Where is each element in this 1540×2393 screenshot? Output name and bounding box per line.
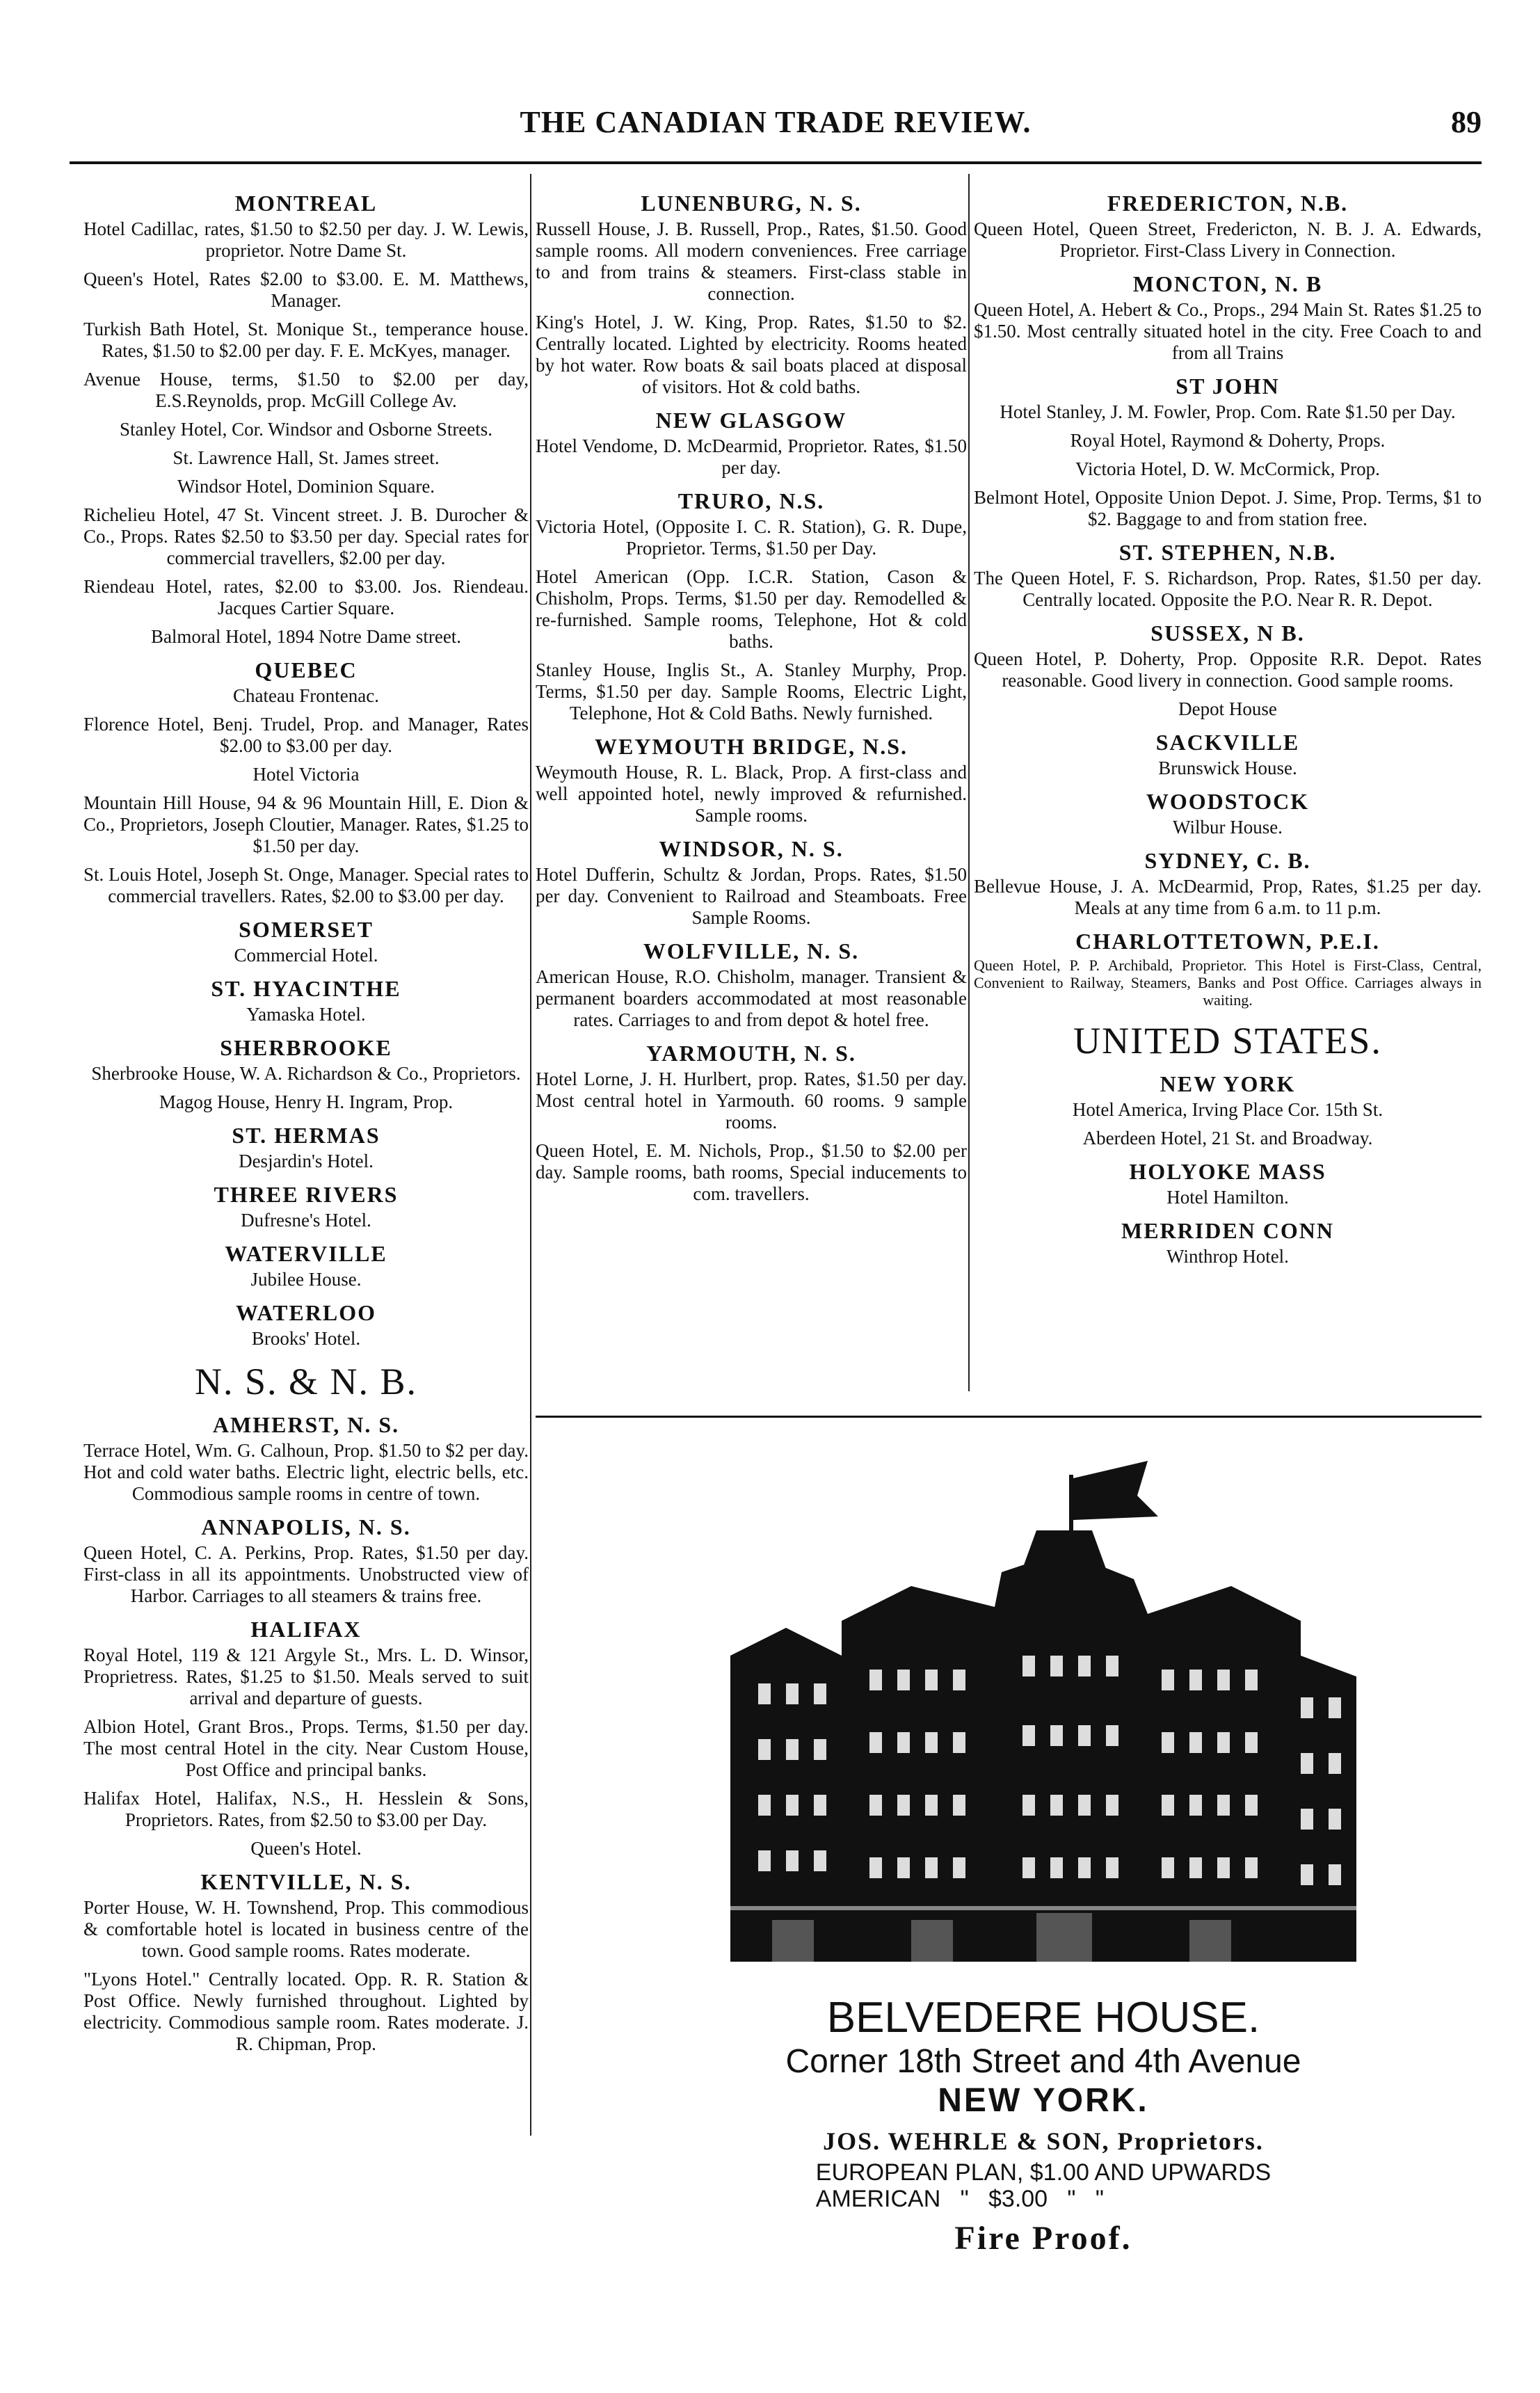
town-heading: ST JOHN — [1176, 374, 1280, 399]
town-heading: THREE RIVERS — [214, 1182, 399, 1207]
hotel-entry: Magog House, Henry H. Ingram, Prop. — [159, 1091, 454, 1112]
town-heading: ANNAPOLIS, N. S. — [201, 1514, 411, 1539]
hotel-entry: Albion Hotel, Grant Bros., Props. Terms, $1.50 per day. The most central Hotel in the city. Near Custom House, Post Office and principal banks. — [83, 1716, 529, 1780]
ad-plans — [816, 2159, 1271, 2212]
hotel-entry: Russell House, J. B. Russell, Prop., Rates, $1.50. Good sample rooms. All modern conveniences. Free carriage to and from trains & steamers. First-class stable in connection. — [536, 218, 967, 304]
hotel-entry: Windsor Hotel, Dominion Square. — [177, 476, 435, 497]
town-heading: YARMOUTH, N. S. — [646, 1041, 856, 1066]
town-heading: SACKVILLE — [1155, 730, 1300, 755]
column-divider-2 — [968, 174, 970, 1391]
hotel-entry: Hotel Cadillac, rates, $1.50 to $2.50 per day. J. W. Lewis, proprietor. Notre Dame St. — [83, 218, 529, 261]
region-heading: UNITED STATES. — [1073, 1020, 1382, 1062]
ad-address: Corner 18th Street and 4th Avenue — [785, 2043, 1301, 2080]
hotel-entry: Hotel Lorne, J. H. Hurlbert, prop. Rates, $1.50 per day. Most central hotel in Yarmouth. 60 rooms. 9 sample rooms. — [536, 1069, 967, 1133]
town-heading: NEW GLASGOW — [655, 408, 847, 433]
town-heading: MONCTON, N. B — [1132, 271, 1323, 296]
town-heading: LUNENBURG, N. S. — [641, 191, 862, 216]
town-heading: WEYMOUTH BRIDGE, N.S. — [594, 734, 908, 759]
town-heading: ST. HYACINTHE — [211, 976, 401, 1001]
town-heading: SHERBROOKE — [220, 1035, 392, 1060]
hotel-entry: Porter House, W. H. Townshend, Prop. This commodious & comfortable hotel is located in business centre of the town. Good sample rooms. Rates moderate. — [83, 1897, 529, 1961]
header-rule — [70, 161, 1482, 164]
ad-plan-american: AMERICAN " $3.00 " " — [815, 2186, 1104, 2212]
hotel-entry: Queen Hotel, P. Doherty, Prop. Opposite R.R. Depot. Rates reasonable. Good livery in connection. Good sample rooms. — [974, 648, 1482, 691]
hotel-entry: Brooks' Hotel. — [251, 1328, 361, 1349]
hotel-entry: Commercial Hotel. — [234, 945, 378, 966]
hotel-entry: Riendeau Hotel, rates, $2.00 to $3.00. Jos. Riendeau. Jacques Cartier Square. — [83, 576, 529, 618]
ad-hotel-name: BELVEDERE HOUSE. — [826, 1994, 1260, 2042]
page-header — [70, 104, 1482, 153]
hotel-entry: Hotel Victoria — [252, 764, 360, 785]
town-heading: QUEBEC — [255, 657, 358, 682]
hotel-entry: Turkish Bath Hotel, St. Monique St., temperance house. Rates, $1.50 to $2.00 per day. F. E. McKyes, manager. — [83, 319, 529, 361]
hotel-entry: Hotel Vendome, D. McDearmid, Proprietor. Rates, $1.50 per day. — [536, 435, 967, 478]
hotel-entry: Royal Hotel, 119 & 121 Argyle St., Mrs. L. D. Winsor, Proprietress. Rates, $1.25 to $1.50. Meals served to suit arrival and departure of guests. — [83, 1644, 529, 1708]
hotel-entry: Richelieu Hotel, 47 St. Vincent street. J. B. Durocher & Co., Props. Rates $2.50 to $3.50 per day. Special rates for commercial travellers, $2.00 per day. — [83, 504, 529, 568]
hotel-entry: Stanley House, Inglis St., A. Stanley Murphy, Prop. Terms, $1.50 per day. Sample Rooms, Electric Light, Telephone, Hot & Cold Baths. Newly furnished. — [536, 659, 967, 723]
hotel-entry: St. Lawrence Hall, St. James street. — [173, 447, 440, 468]
ad-city: NEW YORK. — [938, 2082, 1149, 2119]
hotel-entry: Weymouth House, R. L. Black, Prop. A first-class and well appointed hotel, newly improved & refurnished. Sample rooms. — [536, 762, 967, 826]
hotel-entry: Hotel Dufferin, Schultz & Jordan, Props. Rates, $1.50 per day. Convenient to Railroad and Steamboats. Free Sample Rooms. — [536, 864, 967, 928]
hotel-entry: St. Louis Hotel, Joseph St. Onge, Manager. Special rates to commercial travellers. Rates, $2.00 to $3.00 per day. — [83, 864, 529, 906]
hotel-entry: Sherbrooke House, W. A. Richardson & Co., Proprietors. — [91, 1063, 521, 1084]
town-heading: SOMERSET — [239, 917, 374, 942]
column-middle — [536, 181, 967, 1212]
hotel-entry: Queen Hotel, Queen Street, Fredericton, N. B. J. A. Edwards, Proprietor. First-Class Livery in Connection. — [974, 218, 1482, 261]
column-divider-1 — [530, 174, 531, 2136]
building-engraving — [703, 1447, 1384, 1976]
town-heading: CHARLOTTETOWN, P.E.I. — [1075, 929, 1380, 954]
hotel-entry: Bellevue House, J. A. McDearmid, Prop, Rates, $1.25 per day. Meals at any time from 6 a.m. to 11 p.m. — [974, 876, 1482, 918]
town-heading: NEW YORK — [1160, 1071, 1296, 1096]
hotel-entry: Mountain Hill House, 94 & 96 Mountain Hill, E. Dion & Co., Proprietors, Joseph Cloutier, Manager. Rates, $1.25 to $1.50 per day. — [83, 792, 529, 856]
hotel-entry: Hotel Stanley, J. M. Fowler, Prop. Com. Rate $1.50 per Day. — [1000, 401, 1456, 422]
hotel-entry: Hotel America, Irving Place Cor. 15th St. — [1072, 1099, 1383, 1120]
town-heading: MERRIDEN CONN — [1121, 1218, 1334, 1243]
hotel-entry: Queen's Hotel, Rates $2.00 to $3.00. E. M. Matthews, Manager. — [83, 269, 529, 311]
hotel-entry: Florence Hotel, Benj. Trudel, Prop. and Manager, Rates $2.00 to $3.00 per day. — [83, 714, 529, 756]
town-heading: SUSSEX, N B. — [1150, 621, 1305, 646]
town-heading: HALIFAX — [250, 1617, 362, 1642]
hotel-entry: Victoria Hotel, (Opposite I. C. R. Station), G. R. Dupe, Proprietor. Terms, $1.50 per Day. — [536, 516, 967, 559]
belvedere-advertisement — [612, 1447, 1475, 2257]
town-heading: WATERVILLE — [225, 1241, 387, 1266]
ad-separator — [536, 1416, 1482, 1418]
hotel-entry: Hotel Hamilton. — [1166, 1187, 1289, 1208]
hotel-entry: Victoria Hotel, D. W. McCormick, Prop. — [1075, 458, 1380, 479]
town-heading: SYDNEY, C. B. — [1144, 848, 1311, 873]
hotel-entry: Hotel American (Opp. I.C.R. Station, Cason & Chisholm, Props. Terms, $1.50 per day. Remodelled & re-furnished. Sample rooms, Telephone, Hot & cold baths. — [536, 566, 967, 652]
hotel-entry: American House, R.O. Chisholm, manager. Transient & permanent boarders accommodated at most reasonable rates. Carriages to and from depot & hotel free. — [536, 966, 967, 1030]
hotel-entry: Dufresne's Hotel. — [241, 1210, 371, 1231]
hotel-entry: Yamaska Hotel. — [246, 1004, 366, 1025]
town-heading: KENTVILLE, N. S. — [200, 1869, 412, 1894]
column-right — [974, 181, 1482, 1274]
hotel-entry: Depot House — [1178, 698, 1277, 719]
hotel-entry: Royal Hotel, Raymond & Doherty, Props. — [1070, 430, 1386, 451]
ad-fireproof: Fire Proof. — [954, 2220, 1132, 2257]
hotel-entry: Brunswick House. — [1158, 758, 1297, 778]
hotel-entry: Queen Hotel, C. A. Perkins, Prop. Rates, $1.50 per day. First-class in all its appointments. Unobstructed view of Harbor. Carriages to all steamers & trains free. — [83, 1542, 529, 1606]
town-heading: TRURO, N.S. — [677, 488, 825, 513]
column-left — [83, 181, 529, 2062]
page-number: 89 — [1451, 105, 1482, 139]
town-heading: AMHERST, N. S. — [212, 1412, 400, 1437]
region-heading: N. S. & N. B. — [194, 1361, 418, 1402]
hotel-entry: Queen Hotel, A. Hebert & Co., Props., 294 Main St. Rates $1.25 to $1.50. Most centrally situated hotel in the city. Free Coach to and from all Trains — [974, 299, 1482, 363]
hotel-entry: The Queen Hotel, F. S. Richardson, Prop. Rates, $1.50 per day. Centrally located. Opposite the P.O. Near R. R. Depot. — [974, 568, 1482, 610]
hotel-entry: Avenue House, terms, $1.50 to $2.00 per day, E.S.Reynolds, prop. McGill College Av. — [83, 369, 529, 411]
hotel-entry: Queen Hotel, P. P. Archibald, Proprietor. This Hotel is First-Class, Central, Convenient to Railway, Steamers, Banks and Post Office. Carriages always in waiting. — [974, 957, 1482, 1009]
town-heading: ST. STEPHEN, N.B. — [1118, 540, 1337, 565]
journal-title: THE CANADIAN TRADE REVIEW. — [520, 105, 1032, 139]
hotel-entry: Aberdeen Hotel, 21 St. and Broadway. — [1082, 1128, 1373, 1149]
town-heading: WATERLOO — [235, 1300, 377, 1325]
hotel-entry: Terrace Hotel, Wm. G. Calhoun, Prop. $1.50 to $2 per day. Hot and cold water baths. Electric light, electric bells, etc. Commodious sample rooms in centre of town. — [83, 1440, 529, 1504]
town-heading: FREDERICTON, N.B. — [1107, 191, 1349, 216]
hotel-entry: Balmoral Hotel, 1894 Notre Dame street. — [150, 626, 462, 647]
hotel-entry: Wilbur House. — [1173, 817, 1283, 838]
hotel-entry: Stanley Hotel, Cor. Windsor and Osborne Streets. — [119, 419, 493, 440]
hotel-entry: Halifax Hotel, Halifax, N.S., H. Hesslein & Sons, Proprietors. Rates, from $2.50 to $3.00 per Day. — [83, 1788, 529, 1830]
hotel-entry: Chateau Frontenac. — [233, 685, 379, 706]
town-heading: WOLFVILLE, N. S. — [643, 938, 860, 963]
hotel-entry: Queen Hotel, E. M. Nichols, Prop., $1.50 to $2.00 per day. Sample rooms, bath rooms, Special inducements to com. travellers. — [536, 1140, 967, 1204]
town-heading: WINDSOR, N. S. — [659, 836, 844, 861]
hotel-entry: King's Hotel, J. W. King, Prop. Rates, $1.50 to $2. Centrally located. Lighted by electricity. Rooms heated by hot water. Row boats & sail boats placed at disposal of visitors. Hot & cold baths. — [536, 312, 967, 397]
town-heading: HOLYOKE MASS — [1129, 1159, 1326, 1184]
hotel-entry: Queen's Hotel. — [250, 1838, 362, 1859]
hotel-entry: Winthrop Hotel. — [1166, 1246, 1289, 1267]
town-heading: MONTREAL — [234, 191, 378, 216]
town-heading: ST. HERMAS — [232, 1123, 380, 1148]
town-heading: WOODSTOCK — [1146, 789, 1310, 814]
hotel-entry: Desjardin's Hotel. — [239, 1151, 374, 1171]
hotel-entry: Belmont Hotel, Opposite Union Depot. J. Sime, Prop. Terms, $1 to $2. Baggage to and from station free. — [974, 487, 1482, 529]
ad-proprietors: JOS. WEHRLE & SON, Proprietors. — [823, 2127, 1264, 2155]
ad-plan-european: EUROPEAN PLAN, $1.00 AND UPWARDS — [815, 2159, 1272, 2186]
hotel-entry: Jubilee House. — [250, 1269, 362, 1290]
hotel-entry: "Lyons Hotel." Centrally located. Opp. R. R. Station & Post Office. Newly furnished throughout. Lighted by electricity. Commodious sample room. Rates moderate. J. R. Chipman, Prop. — [83, 1969, 529, 2054]
